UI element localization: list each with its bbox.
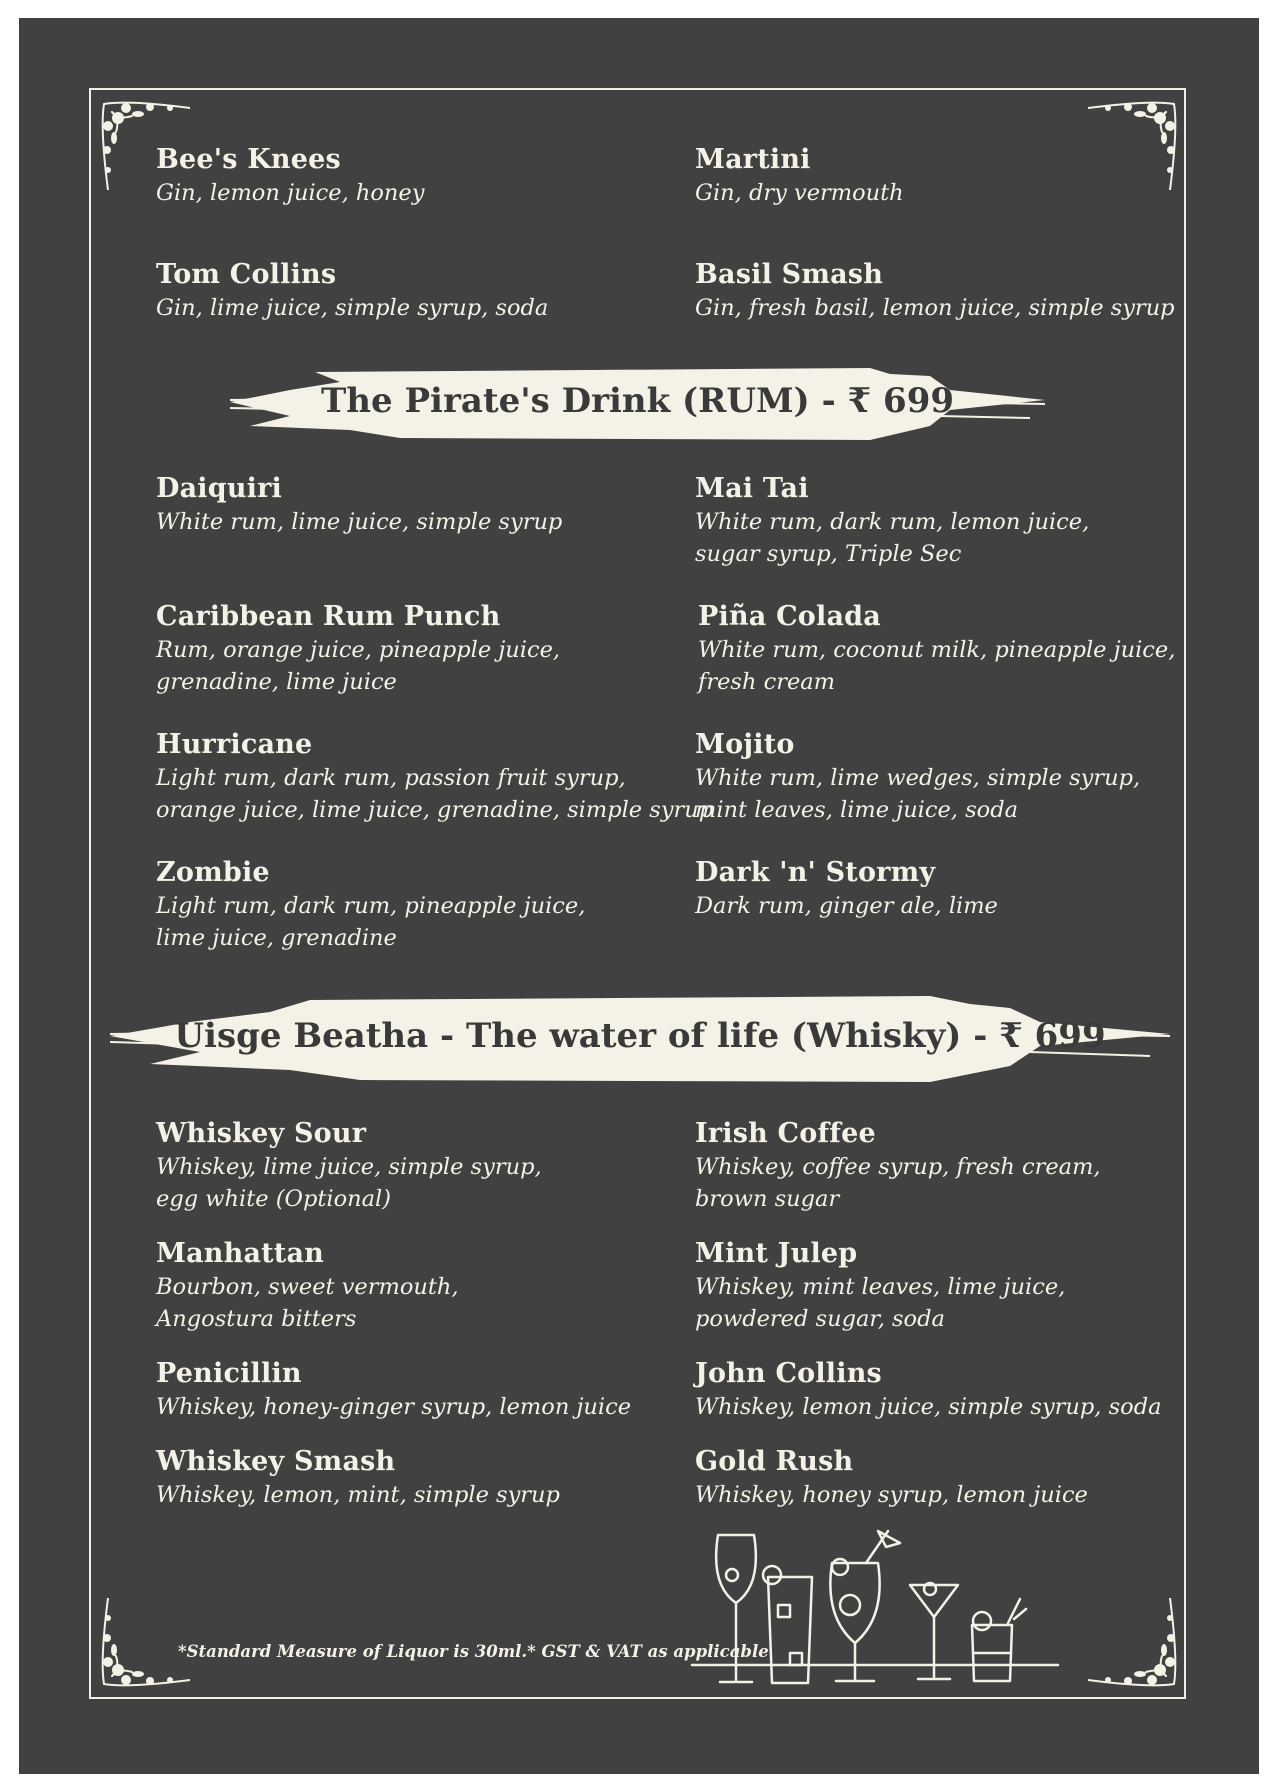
item-description: White rum, dark rum, lemon juice, sugar syrup, Triple Sec [695,509,1090,567]
item-name: Martini [695,144,811,175]
item-name: Mint Julep [695,1238,858,1269]
menu-item [695,472,1089,570]
menu-item [695,143,904,209]
item-description: Whiskey, lemon juice, simple syrup, soda [695,1394,1162,1420]
item-name: Dark 'n' Stormy [695,857,936,888]
menu-item [156,600,560,698]
item-name: Piña Colada [698,601,881,632]
item-description: Gin, dry vermouth [695,180,904,206]
menu-item [156,1117,542,1215]
floral-corner-icon [1088,1598,1180,1690]
menu-item [695,1357,1162,1423]
item-description: Whiskey, honey syrup, lemon juice [695,1482,1088,1508]
item-name: Whiskey Sour [156,1118,367,1149]
item-description: Gin, lemon juice, honey [156,180,425,206]
item-description: White rum, coconut milk, pineapple juice, fresh cream [698,637,1176,695]
section-banner-rum [230,360,1045,446]
item-description: Whiskey, lemon, mint, simple syrup [156,1482,560,1508]
menu-item [695,856,998,922]
footnote: *Standard Measure of Liquor is 30ml.* GST & VAT as applicable [178,1642,769,1661]
menu-item [695,1117,1101,1215]
menu-item [156,1237,459,1335]
menu-item [156,1357,631,1423]
menu-item [156,1445,560,1511]
item-name: Gold Rush [695,1446,854,1477]
item-name: Zombie [156,857,270,888]
menu-item [156,728,713,826]
item-name: Tom Collins [156,259,337,290]
item-name: Mai Tai [695,473,809,504]
item-name: Penicillin [156,1358,302,1389]
item-name: Whiskey Smash [156,1446,396,1477]
item-name: Daiquiri [156,473,283,504]
item-description: Dark rum, ginger ale, lime [695,893,998,919]
menu-item [695,258,1175,324]
item-name: Hurricane [156,729,313,760]
item-description: Whiskey, lime juice, simple syrup, egg white (Optional) [156,1154,542,1212]
menu-item [156,856,585,954]
item-description: Bourbon, sweet vermouth, Angostura bitters [156,1274,459,1332]
item-name: Basil Smash [695,259,884,290]
menu-item [156,143,424,209]
item-description: Gin, lime juice, simple syrup, soda [156,295,549,321]
menu-item [695,728,1140,826]
menu-item [698,600,1175,698]
menu-item [695,1445,1088,1511]
menu-item [695,1237,1065,1335]
item-description: Light rum, dark rum, passion fruit syrup, orange juice, lime juice, grenadine, simple syrup [156,765,714,823]
item-description: Light rum, dark rum, pineapple juice, lime juice, grenadine [156,893,586,951]
floral-corner-icon [98,1598,190,1690]
section-heading: Uisge Beatha - The water of life (Whisky) - ₹ 699 [174,1016,1106,1056]
item-description: Gin, fresh basil, lemon juice, simple syrup [695,295,1175,321]
section-heading: The Pirate's Drink (RUM) - ₹ 699 [320,381,955,421]
item-name: Bee's Knees [156,144,341,175]
floral-corner-icon [1088,98,1180,190]
item-name: Caribbean Rum Punch [156,601,501,632]
item-description: White rum, lime juice, simple syrup [156,509,563,535]
item-name: Manhattan [156,1238,325,1269]
item-description: Rum, orange juice, pineapple juice, grenadine, lime juice [156,637,561,695]
item-name: Mojito [695,729,795,760]
item-description: White rum, lime wedges, simple syrup, mint leaves, lime juice, soda [695,765,1141,823]
menu-item [156,472,562,538]
cocktail-glasses-illustration [690,1525,1060,1690]
item-description: Whiskey, coffee syrup, fresh cream, brown sugar [695,1154,1101,1212]
menu-item [156,258,548,324]
item-description: Whiskey, honey-ginger syrup, lemon juice [156,1394,632,1420]
section-banner-whisky [110,986,1170,1090]
item-name: Irish Coffee [695,1118,876,1149]
item-name: John Collins [695,1358,882,1389]
item-description: Whiskey, mint leaves, lime juice, powdered sugar, soda [695,1274,1066,1332]
